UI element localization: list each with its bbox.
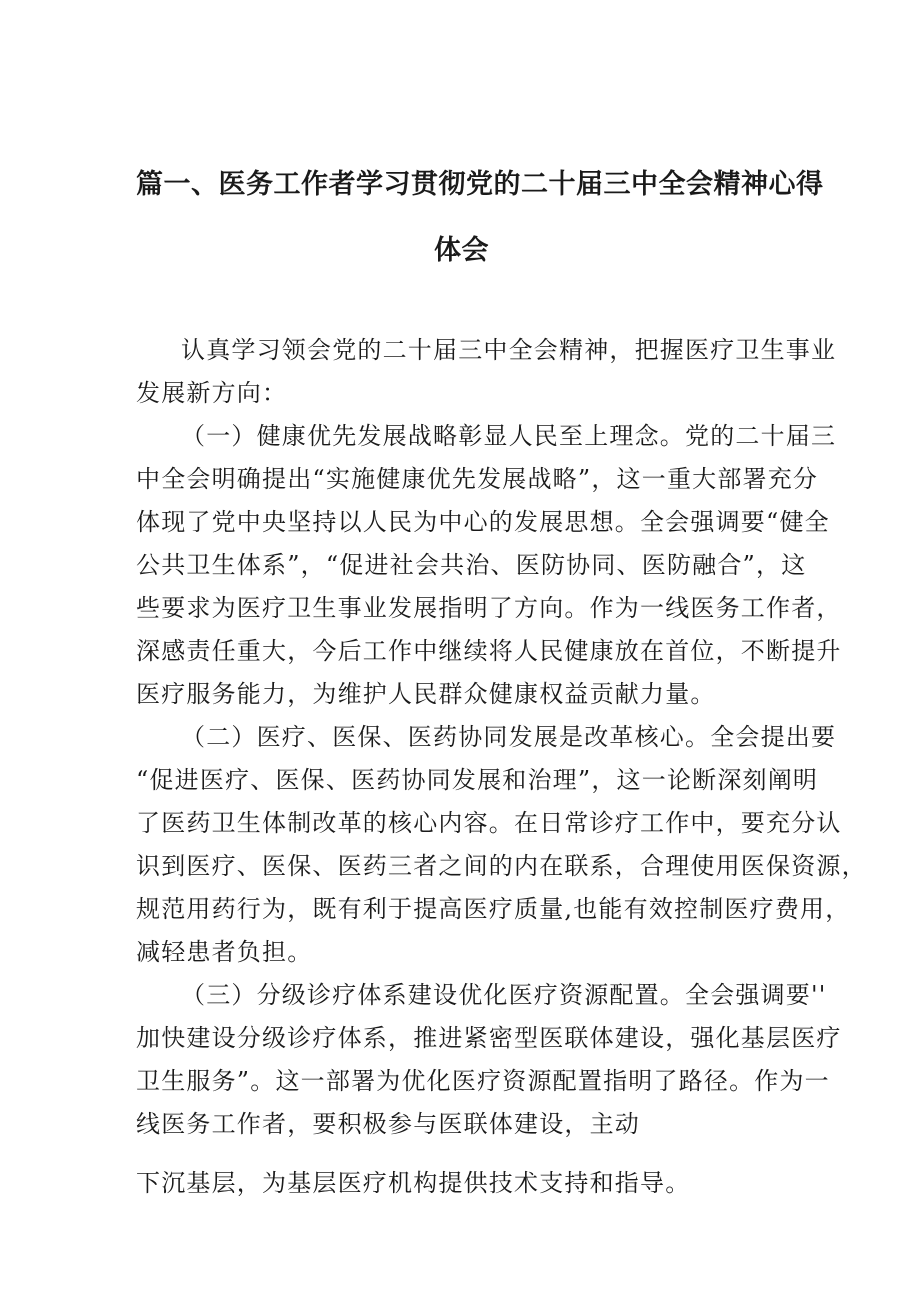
body-text-line: （一）健康优先发展战略彰显人民至上理念。党的二十届三: [181, 422, 837, 450]
body-text-line: 中全会明确提出“实施健康优先发展战略”，这一重大部署充分: [136, 465, 819, 493]
body-text-line: 公共卫生体系”，“促进社会共治、医防协同、医防融合”，这: [136, 551, 807, 579]
body-text-line: 加快建设分级诊疗体系，推进紧密型医联体建设，强化基层医疗: [136, 1024, 842, 1052]
body-text-line: 发展新方向：: [136, 379, 288, 407]
body-text-line: 线医务工作者，要积极参与医联体建设，主动: [136, 1110, 640, 1138]
document-title-line-1: 篇一、医务工作者学习贯彻党的二十届三中全会精神心得: [136, 169, 824, 200]
body-text-line: 减轻患者负担。: [136, 938, 313, 966]
body-text-line: （二）医疗、医保、医药协同发展是改革核心。全会提出要: [181, 723, 837, 751]
body-text-line: 卫生服务”。这一部署为优化医疗资源配置指明了路径。作为一: [136, 1067, 830, 1095]
body-text-line: 下沉基层，为基层医疗机构提供技术支持和指导。: [136, 1169, 691, 1197]
body-text-line: 体现了党中央坚持以人民为中心的发展思想。全会强调要“健全: [136, 508, 830, 536]
body-text-line: “促进医疗、医保、医药协同发展和治理”，这一论断深刻阐明: [136, 766, 819, 794]
body-text-line: 认真学习领会党的二十届三中全会精神，把握医疗卫生事业: [181, 336, 837, 364]
document-title-line-2: 体会: [434, 235, 489, 266]
body-text-line: 规范用药行为，既有利于提高医疗质量,也能有效控制医疗费用，: [136, 895, 851, 923]
body-text-line: （三）分级诊疗体系建设优化医疗资源配置。全会强调要'': [181, 981, 827, 1009]
body-text-line: 些要求为医疗卫生事业发展指明了方向。作为一线医务工作者，: [136, 594, 842, 622]
body-text-line: 深感责任重大，今后工作中继续将人民健康放在首位，不断提升: [136, 637, 842, 665]
body-text-line: 医疗服务能力，为维护人民群众健康权益贡献力量。: [136, 680, 716, 708]
body-text-line: 了医药卫生体制改革的核心内容。在日常诊疗工作中，要充分认: [136, 809, 842, 837]
body-text-line: 识到医疗、医保、医药三者之间的内在联系，合理使用医保资源，: [136, 852, 867, 880]
